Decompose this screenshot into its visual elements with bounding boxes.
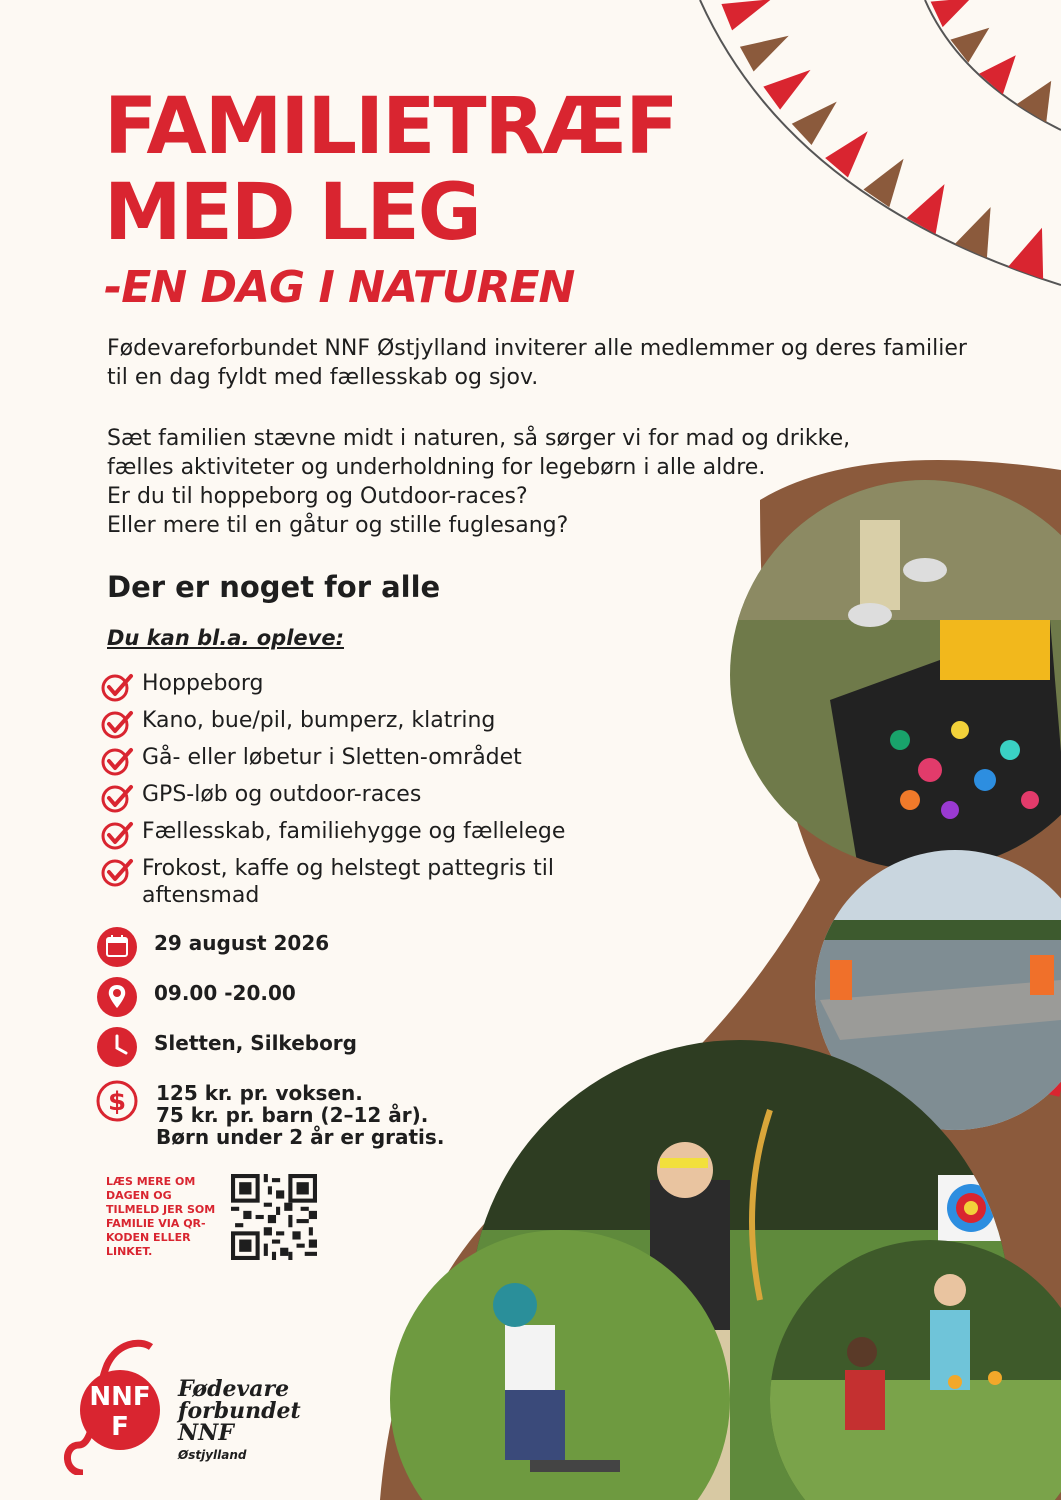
section-heading: Der er noget for alle [107, 570, 441, 604]
subtitle: -EN DAG I NATUREN [104, 262, 575, 313]
intro-paragraph-1: Fødevareforbundet NNF Østjylland inviterer alle medlemmer og deres familier til en dag fyldt med fællesskab og sjov. [107, 336, 967, 390]
svg-text:F: F [111, 1412, 129, 1442]
price-free: Børn under 2 år er gratis. [156, 1125, 445, 1149]
time-text: 09.00 -20.00 [154, 981, 296, 1005]
intro-line-3: Er du til hoppeborg og Outdoor-races? [107, 484, 528, 509]
list-item-text: Hoppeborg [142, 671, 264, 696]
logo-line-3: NNF [178, 1420, 234, 1446]
price-adult: 125 kr. pr. voksen. [156, 1081, 363, 1105]
intro-line-4: Eller mere til en gåtur og stille fuglesang? [107, 513, 569, 538]
title-line-2: MED LEG [104, 168, 480, 258]
list-item-text: GPS-løb og outdoor-races [142, 782, 422, 807]
list-heading: Du kan bl.a. opleve: [107, 626, 344, 650]
date-text: 29 august 2026 [154, 931, 330, 955]
nnf-logo [55, 1335, 190, 1475]
list-item-text: Gå- eller løbetur i Sletten-området [142, 745, 522, 770]
toys-photo [700, 460, 1061, 890]
intro-line-1: Sæt familien stævne midt i naturen, så sørger vi for mad og drikke, [107, 426, 851, 451]
title-line-1: FAMILIETRÆF [104, 82, 677, 172]
signup-text: LÆS MERE OM DAGEN OG TILMELD JER SOM FAMILIE VIA QR-KODEN ELLER LINKET. [106, 1175, 216, 1258]
location-text: Sletten, Silkeborg [154, 1031, 357, 1055]
svg-text:$: $ [107, 1087, 127, 1117]
price-child: 75 kr. pr. barn (2–12 år). [156, 1103, 429, 1127]
list-item-text: Frokost, kaffe og helstegt pattegris til aftensmad [142, 856, 554, 908]
logo-line-1: Fødevare [178, 1376, 290, 1402]
list-item-text: Kano, bue/pil, bumperz, klatring [142, 708, 496, 733]
logo-region: Østjylland [178, 1448, 247, 1462]
logo-mark: NNF [89, 1382, 151, 1412]
logo-line-2: forbundet [178, 1398, 301, 1424]
logo-wordmark [178, 1378, 301, 1462]
list-item-text: Fællesskab, familiehygge og fællelege [142, 819, 566, 844]
intro-line-2: fælles aktiviteter og underholdning for legebørn i alle aldre. [107, 455, 766, 480]
